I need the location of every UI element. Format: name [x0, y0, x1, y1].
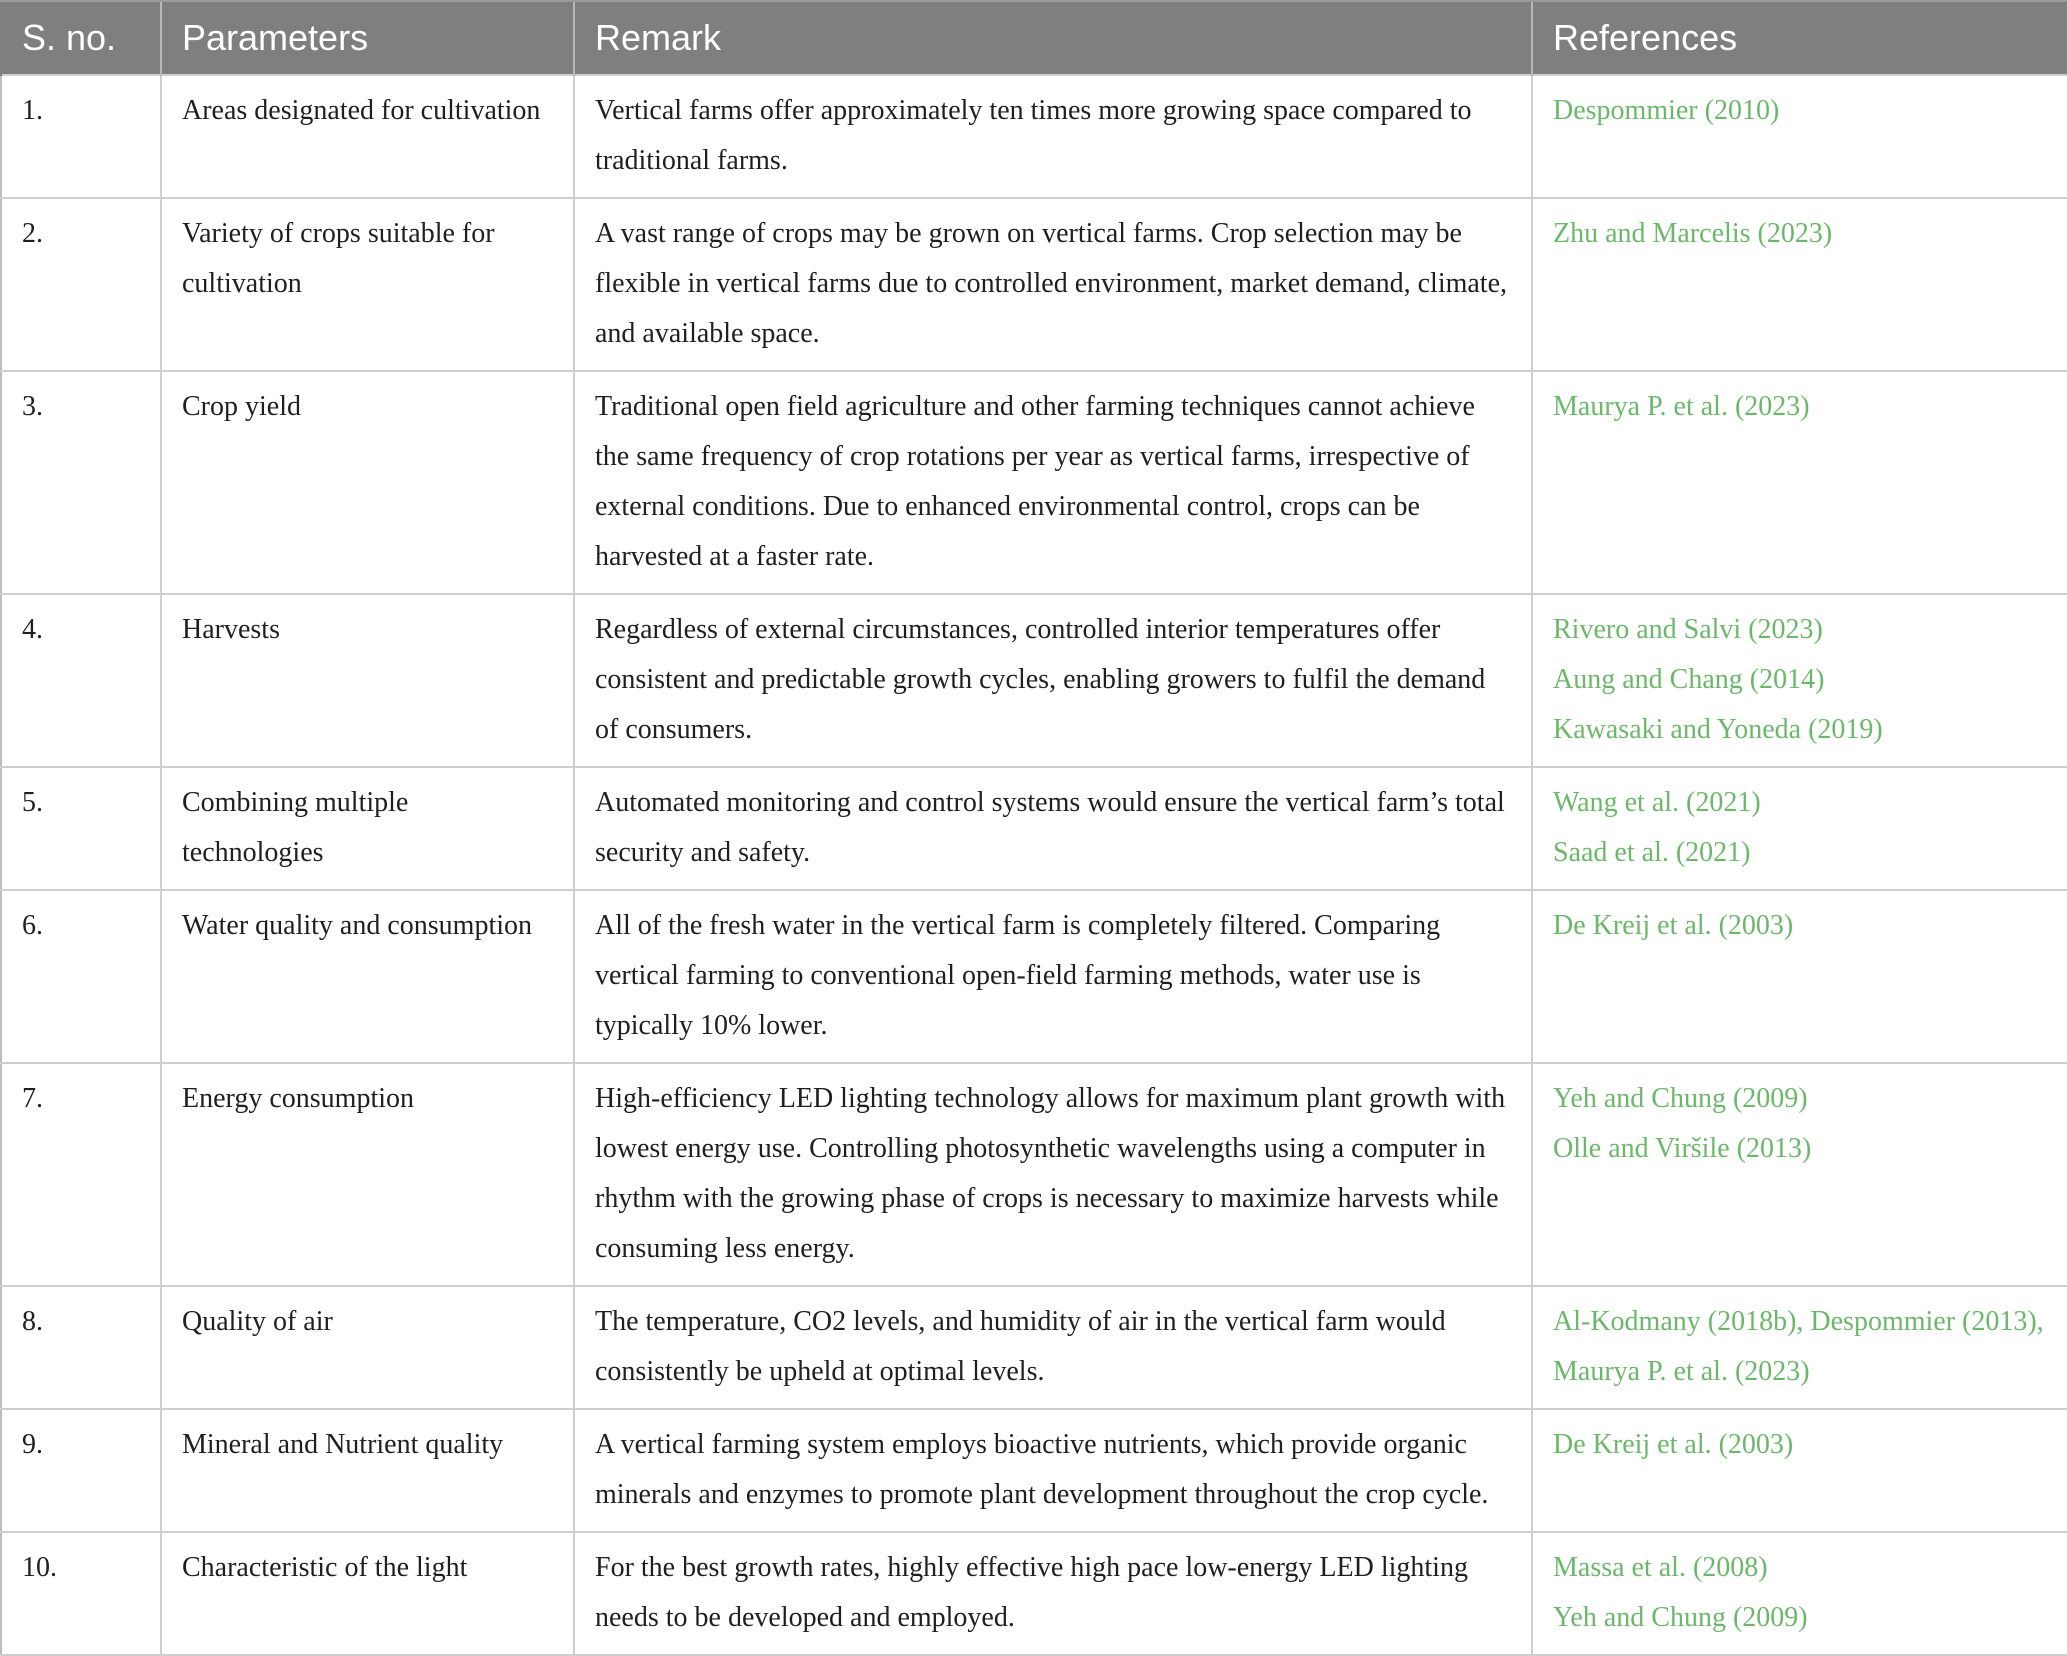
- sno-cell: 3.: [1, 371, 161, 594]
- remark-cell: Vertical farms offer approximately ten times more growing space compared to traditional farms.: [574, 75, 1532, 198]
- parameter-cell: Harvests: [161, 594, 574, 767]
- references-cell: [1532, 1286, 2067, 1409]
- table-row: [1, 1532, 2067, 1655]
- sno-cell: 6.: [1, 890, 161, 1063]
- parameter-cell: Quality of air: [161, 1286, 574, 1409]
- sno-cell: 2.: [1, 198, 161, 371]
- table-row: [1, 1286, 2067, 1409]
- references-cell: [1532, 198, 2067, 371]
- references-cell: [1532, 371, 2067, 594]
- table-row: [1, 371, 2067, 594]
- references-cell: [1532, 75, 2067, 198]
- table-row: [1, 1409, 2067, 1532]
- reference-link[interactable]: Saad et al. (2021): [1553, 837, 1751, 868]
- reference-link[interactable]: De Kreij et al. (2003): [1553, 1429, 1794, 1460]
- reference-link[interactable]: Massa et al. (2008): [1553, 1552, 1768, 1583]
- remark-cell: All of the fresh water in the vertical farm is completely filtered. Comparing vertical farming to conventional open-field farming methods, water use is typically 10% lower.: [574, 890, 1532, 1063]
- remark-cell: For the best growth rates, highly effective high pace low-energy LED lighting needs to be developed and employed.: [574, 1532, 1532, 1655]
- sno-cell: 5.: [1, 767, 161, 890]
- reference-link[interactable]: Olle and Viršile (2013): [1553, 1133, 1812, 1164]
- references-cell: [1532, 1532, 2067, 1655]
- parameter-cell: Water quality and consumption: [161, 890, 574, 1063]
- references-cell: [1532, 1063, 2067, 1286]
- reference-link[interactable]: Zhu and Marcelis (2023): [1553, 218, 1833, 249]
- parameter-cell: Variety of crops suitable for cultivation: [161, 198, 574, 371]
- remark-cell: The temperature, CO2 levels, and humidity of air in the vertical farm would consistently be upheld at optimal levels.: [574, 1286, 1532, 1409]
- parameter-cell: Areas designated for cultivation: [161, 75, 574, 198]
- table-row: [1, 890, 2067, 1063]
- parameter-cell: Characteristic of the light: [161, 1532, 574, 1655]
- reference-link[interactable]: Yeh and Chung (2009): [1553, 1602, 1808, 1633]
- reference-link[interactable]: Aung and Chang (2014): [1553, 664, 1825, 695]
- table-row: [1, 767, 2067, 890]
- header-row: [1, 1, 2067, 75]
- reference-link[interactable]: Yeh and Chung (2009): [1553, 1083, 1808, 1114]
- references-cell: [1532, 767, 2067, 890]
- sno-cell: 9.: [1, 1409, 161, 1532]
- reference-link[interactable]: Kawasaki and Yoneda (2019): [1553, 714, 1883, 745]
- header-remark: Remark: [574, 1, 1532, 75]
- table-header: [1, 1, 2067, 75]
- remark-cell: A vertical farming system employs bioactive nutrients, which provide organic minerals and enzymes to promote plant development throughout the crop cycle.: [574, 1409, 1532, 1532]
- references-cell: [1532, 594, 2067, 767]
- table-row: [1, 1063, 2067, 1286]
- remark-cell: High-efficiency LED lighting technology allows for maximum plant growth with lowest energy use. Controlling photosynthetic wavelengths using a computer in rhythm with the growing phase of crops is necessary to maximize harvests while consuming less energy.: [574, 1063, 1532, 1286]
- sno-cell: 4.: [1, 594, 161, 767]
- reference-link[interactable]: Rivero and Salvi (2023): [1553, 614, 1823, 645]
- reference-link[interactable]: Despommier (2010): [1553, 95, 1780, 126]
- parameter-cell: Mineral and Nutrient quality: [161, 1409, 574, 1532]
- table-row: [1, 594, 2067, 767]
- table-row: [1, 198, 2067, 371]
- parameter-cell: Crop yield: [161, 371, 574, 594]
- parameter-cell: Combining multiple technologies: [161, 767, 574, 890]
- reference-link[interactable]: De Kreij et al. (2003): [1553, 910, 1794, 941]
- reference-link[interactable]: Wang et al. (2021): [1553, 787, 1761, 818]
- remark-cell: Traditional open field agriculture and other farming techniques cannot achieve the same frequency of crop rotations per year as vertical farms, irrespective of external conditions. Due to enhanced environmental control, crops can be harvested at a faster rate.: [574, 371, 1532, 594]
- header-sno: S. no.: [1, 1, 161, 75]
- references-cell: [1532, 890, 2067, 1063]
- remark-cell: Automated monitoring and control systems would ensure the vertical farm’s total security and safety.: [574, 767, 1532, 890]
- sno-cell: 10.: [1, 1532, 161, 1655]
- references-cell: [1532, 1409, 2067, 1532]
- sno-cell: 7.: [1, 1063, 161, 1286]
- table-row: [1, 75, 2067, 198]
- header-references: References: [1532, 1, 2067, 75]
- header-parameters: Parameters: [161, 1, 574, 75]
- remark-cell: A vast range of crops may be grown on vertical farms. Crop selection may be flexible in vertical farms due to controlled environment, market demand, climate, and available space.: [574, 198, 1532, 371]
- table-body: [1, 75, 2067, 1655]
- parameter-cell: Energy consumption: [161, 1063, 574, 1286]
- reference-link[interactable]: Al-Kodmany (2018b), Despommier (2013), Maurya P. et al. (2023): [1553, 1306, 2044, 1387]
- sno-cell: 8.: [1, 1286, 161, 1409]
- remark-cell: Regardless of external circumstances, controlled interior temperatures offer consistent and predictable growth cycles, enabling growers to fulfil the demand of consumers.: [574, 594, 1532, 767]
- sno-cell: 1.: [1, 75, 161, 198]
- reference-link[interactable]: Maurya P. et al. (2023): [1553, 391, 1810, 422]
